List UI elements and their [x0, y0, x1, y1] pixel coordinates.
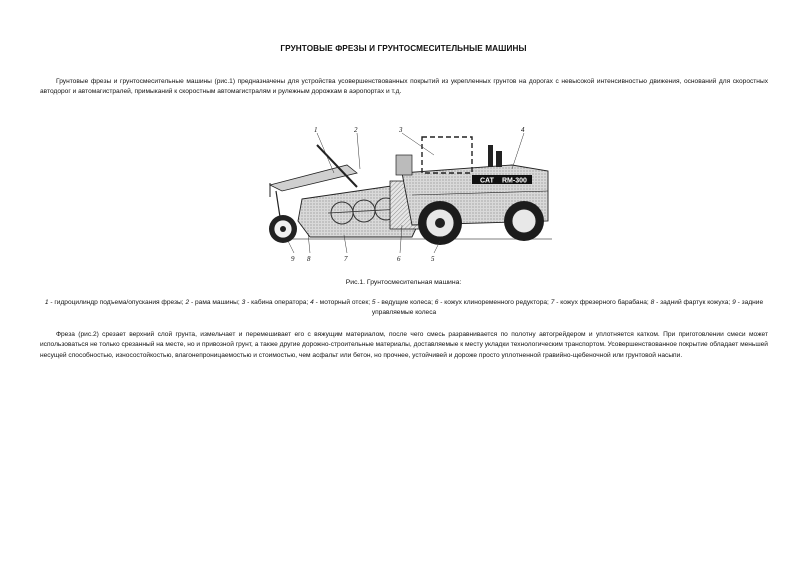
- body-paragraph: Фреза (рис.2) срезает верхний слой грунта, измельчает и перемешивает его с вяжущим материалом, после чего смесь разравнивается по полотну автогрейдером и уплотняется катком. При приготовлении смеси может использоваться не только срезанный на месте, но и привозной грунт, а также другие дорожно-строительные материалы, доставляемые к месту укладки технологическим транспортом. Усовершенствованное покрытие обладает меньшей несущей способностью, износостойкостью, влагонепроницаемостью и стоимостью, чем асфальт или бетон, но прочнее, устойчивей и дороже просто уплотненной гравийно-щебеночной или грунтовой насыпи.: [40, 331, 768, 359]
- callout-9: 9: [291, 255, 295, 263]
- drive-wheel: [418, 201, 462, 245]
- model-label: RM-300: [502, 177, 527, 185]
- legend-item: 6 - кожух клиноременного редуктора;: [434, 299, 551, 306]
- callout-6: 6: [397, 255, 401, 263]
- soil-mixer-figure: [262, 125, 552, 267]
- legend-item: 5 - ведущие колеса;: [371, 299, 435, 306]
- legend-item: 1 - гидроцилиндр подъема/опускания фрезы;: [44, 299, 186, 306]
- brand-label: CAT: [480, 177, 494, 185]
- intro-paragraph: Грунтовые фрезы и грунтосмесительные машины (рис.1) предназначены для устройства усовершенствованных покрытий из укрепленных грунтов на дорогах с невысокой интенсивностью движения, оснований для скоростных автодорог и автомагистралей, примыканий к скоростным автомагистралям и рулежным дорожкам в аэропортах и т.д.: [40, 78, 768, 96]
- callout-2: 2: [354, 126, 358, 134]
- callout-4: 4: [521, 126, 525, 134]
- machine-frame: [270, 165, 357, 191]
- callout-8: 8: [307, 255, 311, 263]
- legend-item: 3 - кабина оператора;: [241, 299, 311, 306]
- callout-3: 3: [399, 126, 403, 134]
- front-wheel: [504, 201, 544, 241]
- callout-1: 1: [314, 126, 318, 134]
- callout-7: 7: [344, 255, 348, 263]
- rear-steer-wheel: [269, 215, 297, 243]
- callout-5: 5: [431, 255, 435, 263]
- legend-item: 2 - рама машины;: [185, 299, 242, 306]
- exhaust-stack: [488, 145, 493, 167]
- figure-caption: Рис.1. Грунтосмесительная машина:: [345, 279, 462, 286]
- legend-item: 8 - задний фартук кожуха;: [650, 299, 733, 306]
- page-title: ГРУНТОВЫЕ ФРЕЗЫ И ГРУНТОСМЕСИТЕЛЬНЫЕ МАШИНЫ: [280, 44, 527, 53]
- legend-item: 7 - кожух фрезерного барабана;: [550, 299, 651, 306]
- legend-item: 9 - задние управляемые колеса: [371, 299, 764, 317]
- operator-cab: [422, 137, 472, 173]
- figure-legend: [40, 298, 768, 319]
- legend-item: 4 - моторный отсек;: [310, 299, 372, 306]
